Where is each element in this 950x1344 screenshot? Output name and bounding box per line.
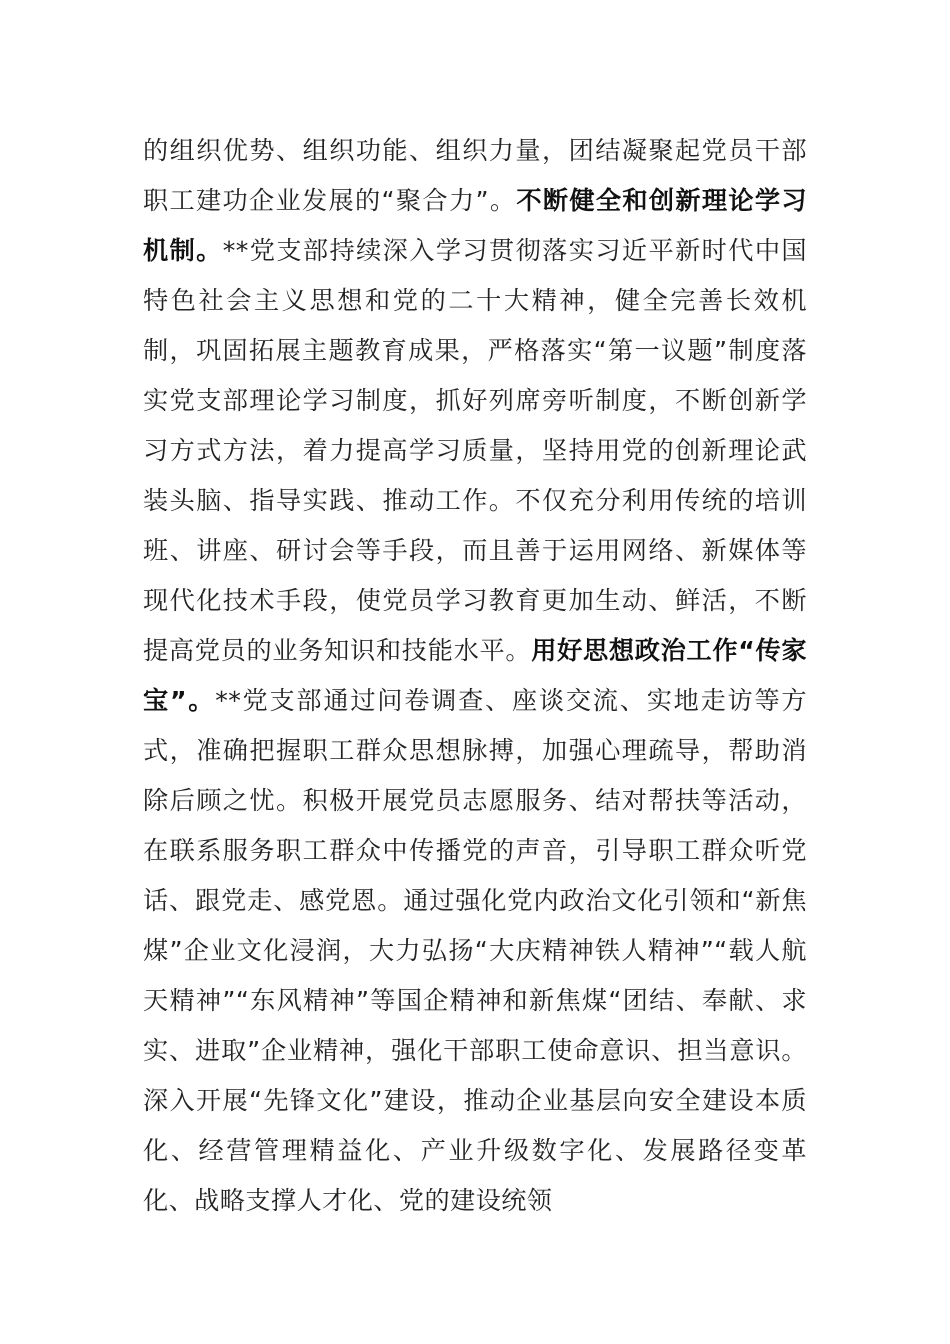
text-segment: **党支部持续深入学习贯彻落实习近平新时代中国特色社会主义思想和党的二十大精神，健全完善长效机制，巩固拓展主题教育成果，严格落实“第一议题”制度落实党支部理论学习制度，抓好列席旁听制度，不断创新学习方式方法，着力提高学习质量，坚持用党的创新理论武装头脑、指导实践、推动工作。不仅充分利用传统的培训班、讲座、研讨会等手段，而且善于运用网络、新媒体等现代化技术手段，使党员学习教育更加生动、鲜活，不断提高党员的业务知识和技能水平。 [143,236,808,665]
body-paragraph [143,126,807,1226]
text-segment: 的组织优势、组织功能、组织力量，团结凝聚起党员干部职工建功企业发展的“聚合力”。 [143,136,807,215]
bold-heading-ideological-work: 用好思想政治工作“传家宝”。 [143,636,807,715]
bold-heading-theory-study: 不断健全和创新理论学习机制。 [143,186,807,265]
text-segment: **党支部通过问卷调查、座谈交流、实地走访等方式，准确把握职工群众思想脉搏，加强心理疏导，帮助消除后顾之忧。积极开展党员志愿服务、结对帮扶等活动，在联系服务职工群众中传播党的声音，引导职工群众听党话、跟党走、感党恩。通过强化党内政治文化引领和“新焦煤”企业文化浸润，大力弘扬“大庆精神铁人精神”“载人航天精神”“东风精神”等国企精神和新焦煤“团结、奉献、求实、进取”企业精神，强化干部职工使命意识、担当意识。深入开展“先锋文化”建设，推动企业基层向安全建设本质化、经营管理精益化、产业升级数字化、发展路径变革化、战略支撑人才化、党的建设统领 [143,686,807,1215]
